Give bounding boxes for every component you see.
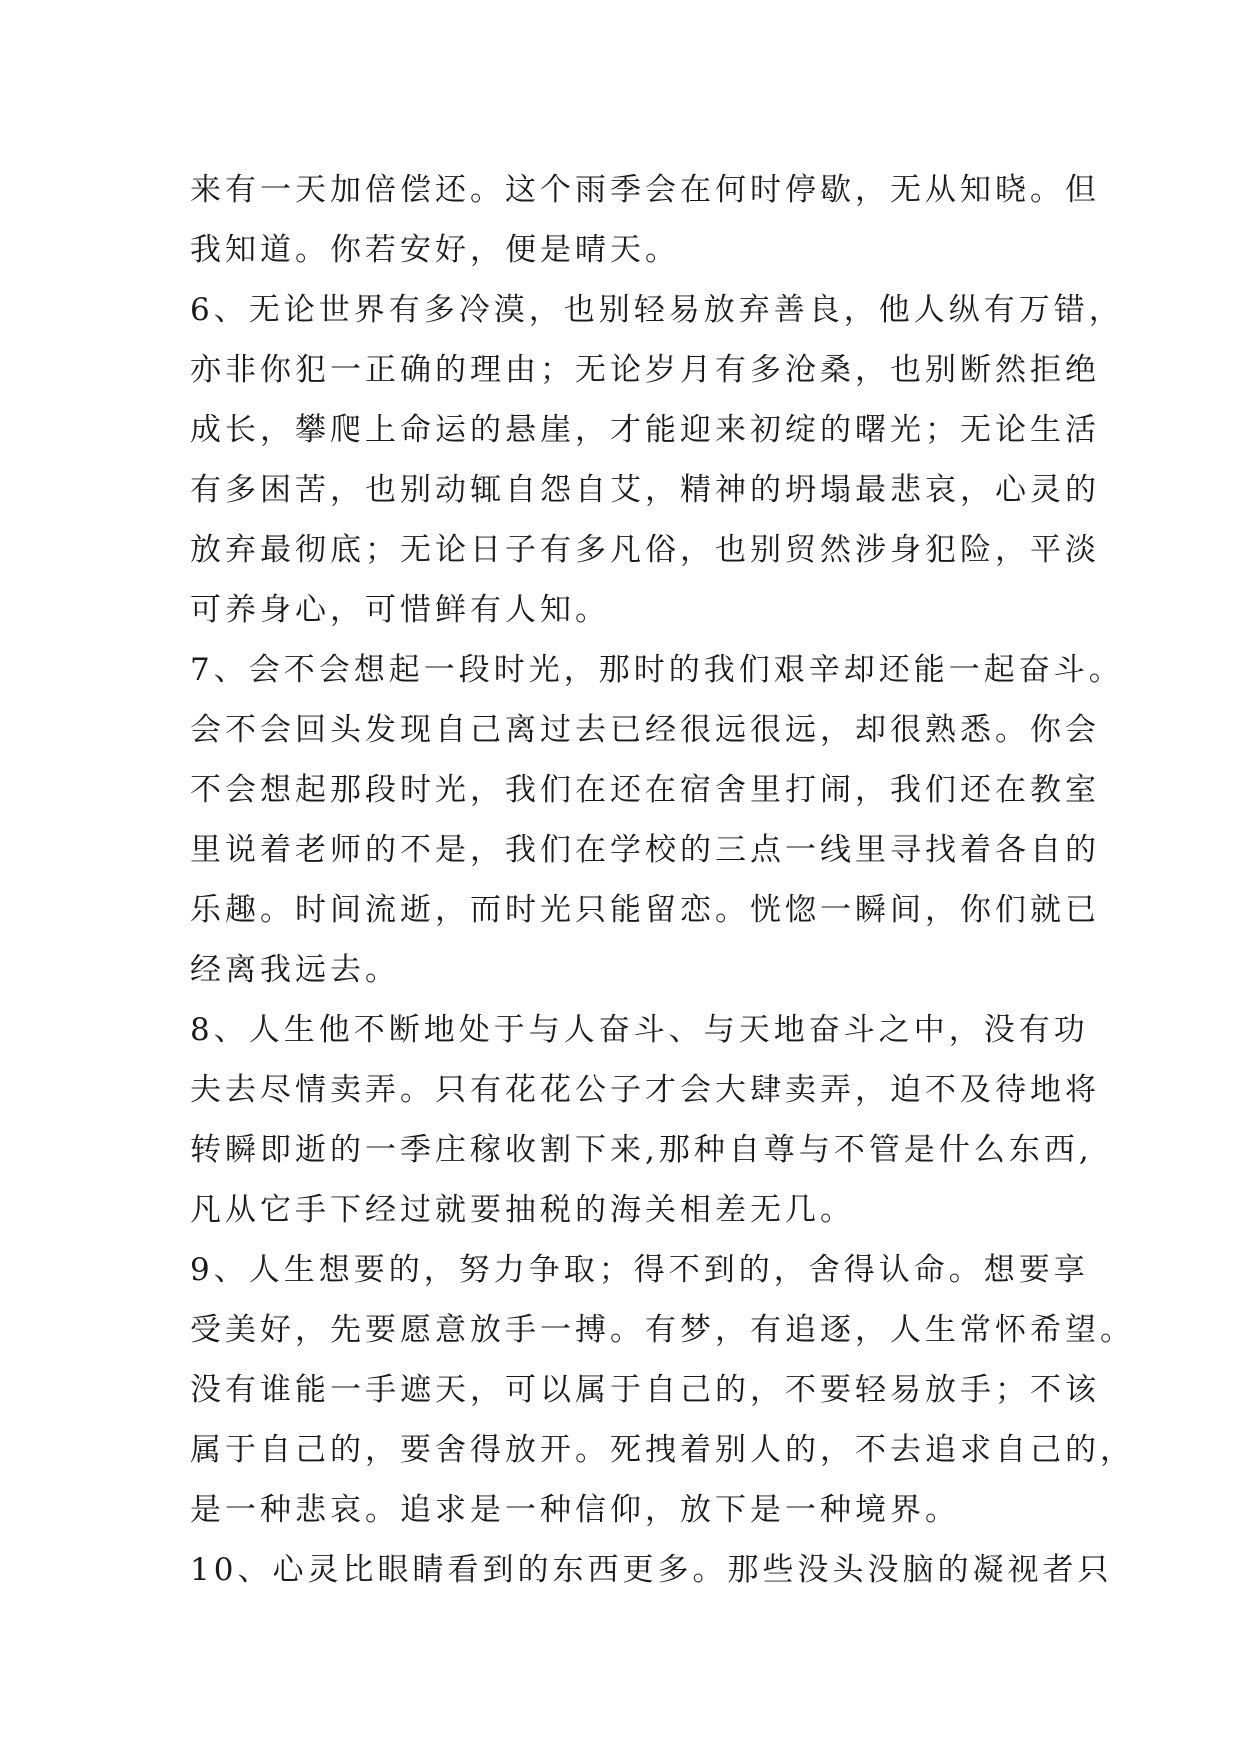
text-line: 亦非你犯一正确的理由；无论岁月有多沧桑，也别断然拒绝 xyxy=(190,352,1100,388)
text-line: 我知道。你若安好，便是晴天。 xyxy=(190,232,680,268)
text-line: 不会想起那段时光，我们在还在宿舍里打闹，我们还在教室 xyxy=(190,772,1100,808)
text-line: 受美好，先要愿意放手一搏。有梦，有追逐，人生常怀希望。 xyxy=(190,1312,1135,1348)
text-line: 是一种悲哀。追求是一种信仰，放下是一种境界。 xyxy=(190,1492,960,1528)
text-line: 6、无论世界有多冷漠，也别轻易放弃善良，他人纵有万错， xyxy=(190,292,1124,328)
body-text xyxy=(190,160,1135,1600)
text-line: 转瞬即逝的一季庄稼收割下来,那种自尊与不管是什么东西, xyxy=(190,1132,1093,1168)
text-line: 8、人生他不断地处于与人奋斗、与天地奋斗之中，没有功 xyxy=(190,1012,1089,1048)
text-line: 乐趣。时间流逝，而时光只能留恋。恍惚一瞬间，你们就已 xyxy=(190,892,1100,928)
text-line: 属于自己的，要舍得放开。死拽着别人的，不去追求自己的， xyxy=(190,1432,1135,1468)
text-line: 没有谁能一手遮天，可以属于自己的，不要轻易放手；不该 xyxy=(190,1372,1100,1408)
text-line: 可养身心，可惜鲜有人知。 xyxy=(190,592,610,628)
text-line: 经离我远去。 xyxy=(190,952,400,988)
text-line: 成长，攀爬上命运的悬崖，才能迎来初绽的曙光；无论生活 xyxy=(190,412,1100,448)
text-line: 凡从它手下经过就要抽税的海关相差无几。 xyxy=(190,1192,855,1228)
text-line: 放弃最彻底；无论日子有多凡俗，也别贸然涉身犯险，平淡 xyxy=(190,532,1100,568)
text-line: 里说着老师的不是，我们在学校的三点一线里寻找着各自的 xyxy=(190,832,1100,868)
text-line: 会不会回头发现自己离过去已经很远很远，却很熟悉。你会 xyxy=(190,712,1100,748)
text-line: 9、人生想要的，努力争取；得不到的，舍得认命。想要享 xyxy=(190,1252,1089,1288)
text-line: 7、会不会想起一段时光，那时的我们艰辛却还能一起奋斗。 xyxy=(190,652,1124,688)
text-line: 夫去尽情卖弄。只有花花公子才会大肆卖弄，迫不及待地将 xyxy=(190,1072,1100,1108)
text-line: 有多困苦，也别动辄自怨自艾，精神的坍塌最悲哀，心灵的 xyxy=(190,472,1100,508)
text-line: 10、心灵比眼睛看到的东西更多。那些没头没脑的凝视者只 xyxy=(190,1552,1113,1588)
text-line: 来有一天加倍偿还。这个雨季会在何时停歇，无从知晓。但 xyxy=(190,172,1100,208)
